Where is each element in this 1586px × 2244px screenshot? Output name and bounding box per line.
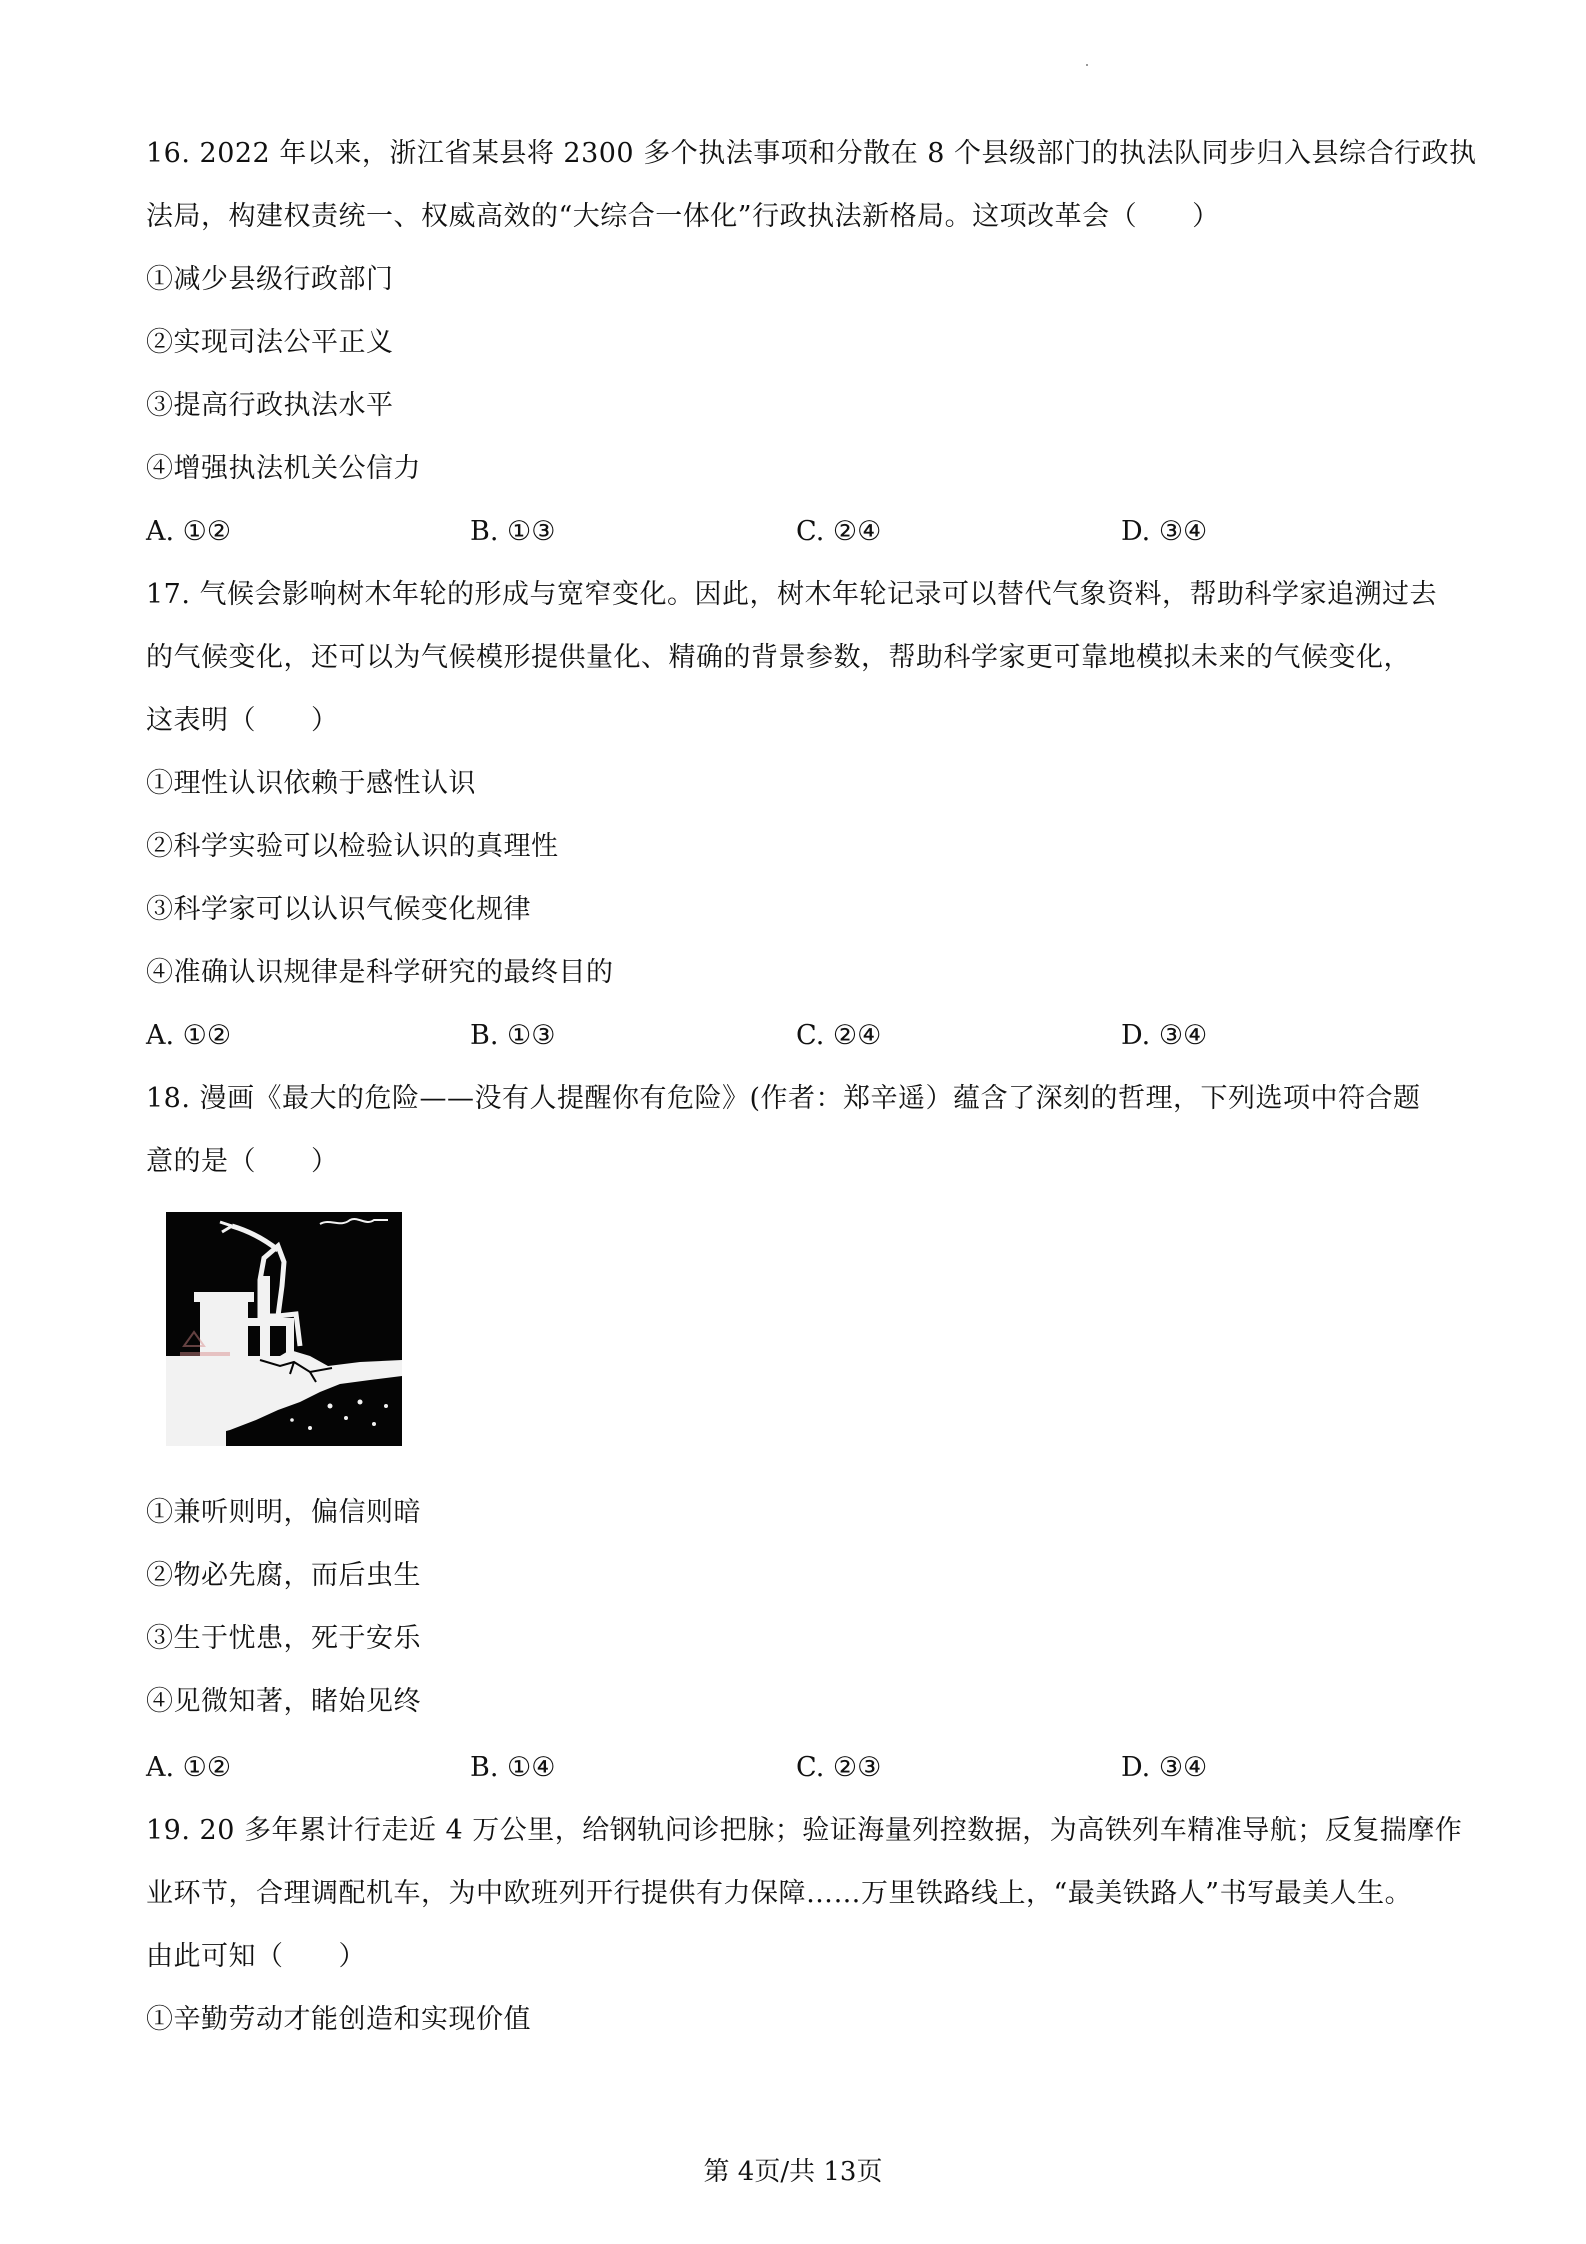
q18-option-a[interactable]: A. ①② (146, 1752, 232, 1783)
q17-option-b[interactable]: B. ①③ (470, 1020, 556, 1051)
q17-stem-line-3: 这表明（ ） (146, 705, 339, 736)
page-footer: 第 4页/共 13页 (703, 2157, 883, 2187)
q18-stem-line-1: 18. 漫画《最大的危险——没有人提醒你有危险》(作者：郑辛遥）蕴含了深刻的哲理，下列选项中符合题 (146, 1083, 1421, 1114)
q16-stem-line-2: 法局，构建权责统一、权威高效的“大综合一体化”行政执法新格局。这项改革会（ ） (146, 201, 1220, 232)
cartoon-image (160, 1206, 408, 1452)
q17-stem-line-2: 的气候变化，还可以为气候模形提供量化、精确的背景参数，帮助科学家更可靠地模拟未来的气候变化， (146, 642, 1411, 673)
q18-item-2: ②物必先腐，而后虫生 (146, 1560, 421, 1591)
q18-option-d[interactable]: D. ③④ (1121, 1752, 1208, 1783)
q17-option-c[interactable]: C. ②④ (796, 1020, 882, 1051)
q17-options (146, 1018, 1446, 1054)
q18-option-c[interactable]: C. ②③ (796, 1752, 882, 1783)
q16-item-1: ①减少县级行政部门 (146, 264, 394, 295)
q17-option-d[interactable]: D. ③④ (1121, 1020, 1208, 1051)
q18-item-1: ①兼听则明，偏信则暗 (146, 1497, 421, 1528)
q16-item-3: ③提高行政执法水平 (146, 390, 394, 421)
q17-item-2: ②科学实验可以检验认识的真理性 (146, 831, 559, 862)
q16-option-d[interactable]: D. ③④ (1121, 516, 1208, 547)
q19-stem-line-2: 业环节，合理调配机车，为中欧班列开行提供有力保障……万里铁路线上，“最美铁路人”书写最美人生。 (146, 1878, 1413, 1909)
q16-option-c[interactable]: C. ②④ (796, 516, 882, 547)
q17-option-a[interactable]: A. ①② (146, 1020, 232, 1051)
q18-item-4: ④见微知著，睹始见终 (146, 1686, 421, 1717)
q17-item-4: ④准确认识规律是科学研究的最终目的 (146, 957, 614, 988)
q19-stem-line-1: 19. 20 多年累计行走近 4 万公里，给钢轨问诊把脉；验证海量列控数据，为高铁列车精准导航；反复揣摩作 (146, 1815, 1463, 1846)
q18-options (146, 1750, 1446, 1786)
q16-options (146, 514, 1446, 550)
q18-option-b[interactable]: B. ①④ (470, 1752, 556, 1783)
q16-option-a[interactable]: A. ①② (146, 516, 232, 547)
q18-stem-line-2: 意的是（ ） (146, 1146, 339, 1177)
q16-item-2: ②实现司法公平正义 (146, 327, 394, 358)
q18-item-3: ③生于忧患，死于安乐 (146, 1623, 421, 1654)
q17-item-1: ①理性认识依赖于感性认识 (146, 768, 476, 799)
q19-stem-line-3: 由此可知（ ） (146, 1941, 366, 1972)
q19-item-1: ①辛勤劳动才能创造和实现价值 (146, 2004, 531, 2035)
q16-option-b[interactable]: B. ①③ (470, 516, 556, 547)
q17-stem-line-1: 17. 气候会影响树木年轮的形成与宽窄变化。因此，树木年轮记录可以替代气象资料，帮助科学家追溯过去 (146, 579, 1438, 610)
q16-item-4: ④增强执法机关公信力 (146, 453, 421, 484)
q16-stem-line-1: 16. 2022 年以来，浙江省某县将 2300 多个执法事项和分散在 8 个县级部门的执法队同步归入县综合行政执 (146, 138, 1477, 169)
scan-speck (1086, 64, 1088, 66)
q17-item-3: ③科学家可以认识气候变化规律 (146, 894, 531, 925)
